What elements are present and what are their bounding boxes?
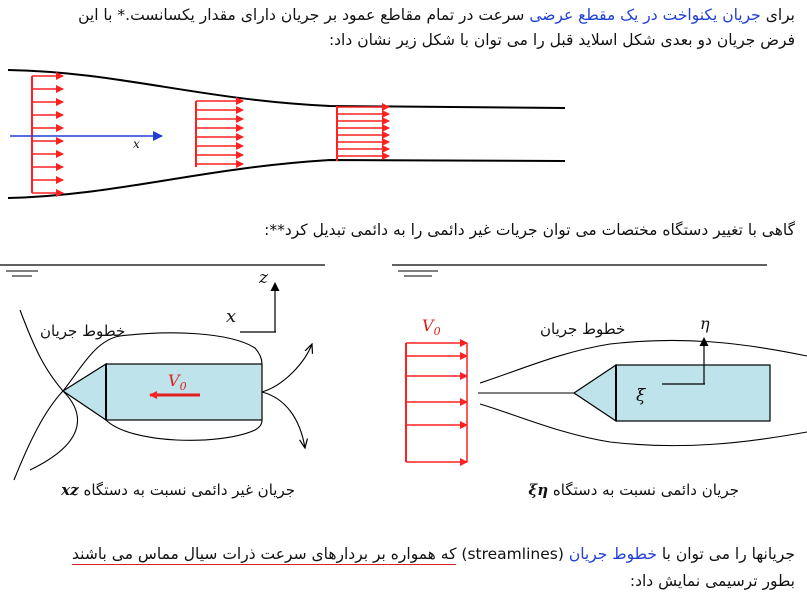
paragraph-3-line-2: بطور ترسیمی نمایش داد: [629, 572, 795, 590]
streamlines-label-left: خطوط جریان [40, 322, 126, 340]
caption-right-sym: ξη [528, 481, 549, 499]
para1-post: سرعت در تمام مقاطع عمود بر جریان دارای مقدار یکسانست.* با این [78, 6, 525, 24]
stationary-body-right [574, 365, 770, 421]
velocity-profile-right [406, 343, 467, 462]
moving-body-left [63, 364, 262, 420]
velocity-profile-2 [196, 101, 243, 167]
paragraph-3-line-1 [72, 543, 795, 565]
v0-letter-right: V [422, 316, 434, 335]
caption-left-sym: xz [61, 481, 79, 499]
para3-mid: (streamlines) [461, 545, 564, 563]
streamlines-label-right: خطوط جریان [540, 320, 626, 338]
eta-label-right: η [700, 314, 710, 333]
para1-pre: برای [765, 6, 795, 24]
caption-right [528, 481, 739, 499]
z-label-left: z [259, 268, 268, 288]
caption-left [61, 481, 295, 499]
channel-wall-bottom [8, 160, 565, 198]
free-surface-right [392, 265, 767, 276]
velocity-profile-3 [337, 106, 389, 161]
para3-link: خطوط جریان [568, 545, 657, 563]
channel-wall-top [8, 70, 565, 108]
para3-post: که همواره بر بردارهای سرعت ذرات سیال مماس می باشند [72, 545, 457, 563]
caption-left-text: جریان غیر دائمی نسبت به دستگاه [83, 481, 295, 499]
caption-right-text: جریان دائمی نسبت به دستگاه [552, 481, 739, 499]
x-label-left: x [226, 306, 237, 327]
para3-pre: جریانها را می توان با [661, 545, 795, 563]
velocity-profile-1 [32, 76, 63, 193]
v0-letter-left: V [168, 371, 180, 390]
xi-label-right: ξ [636, 386, 646, 406]
paragraph-1-line-2: فرض جریان دو بعدی شکل اسلاید قبل را می توان با شکل زیر نشان داد: [328, 31, 795, 49]
figure1-x-label: x [133, 137, 140, 151]
v0-label-right [422, 316, 441, 338]
free-surface-left [0, 265, 325, 276]
v0-sub-left: 0 [179, 380, 187, 394]
paragraph-2: گاهی با تغییر دستگاه مختصات می توان جریات غیر دائمی را به دائمی تبدیل کرد**: [264, 221, 795, 239]
para1-link: جریان یکنواخت در یک مقطع عرضی [529, 6, 761, 24]
v0-label-left [168, 371, 187, 393]
v0-sub-right: 0 [433, 325, 441, 339]
